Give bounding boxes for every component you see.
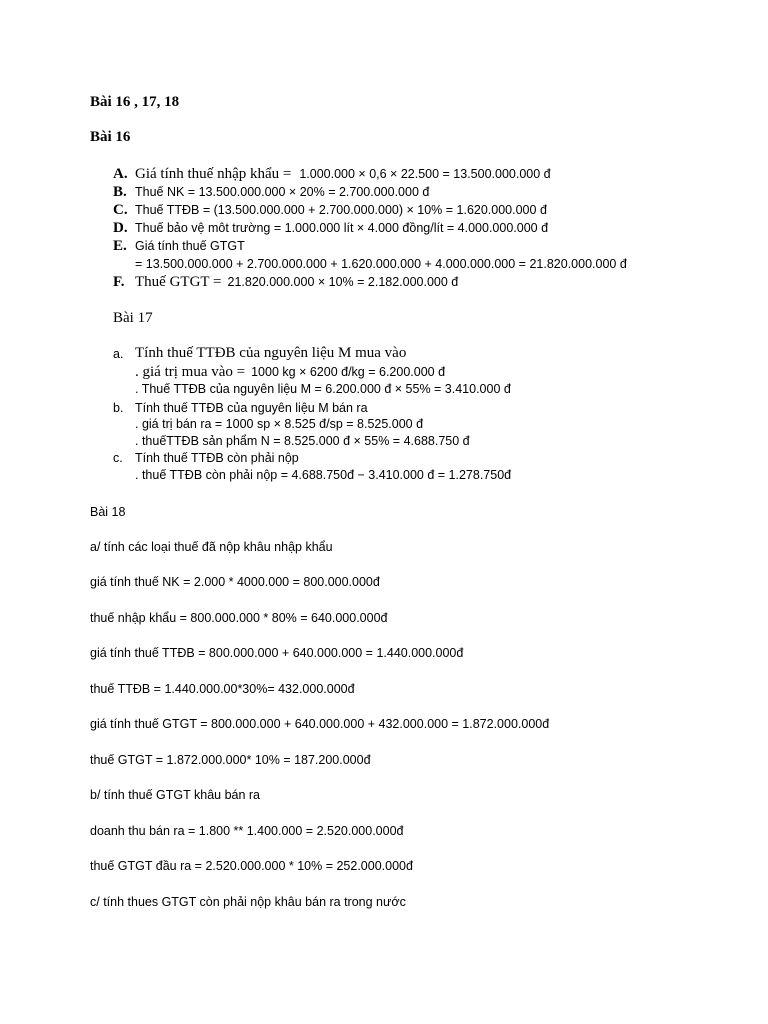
bai18-line: giá tính thuế NK = 2.000 * 4000.000 = 800.000.000đ <box>90 575 380 589</box>
bai17-item-a-title: Tính thuế TTĐB của nguyên liệu M mua vào <box>135 345 407 361</box>
item-lead: Giá tính thuế nhập khẩu = <box>135 166 292 182</box>
bai18-line: a/ tính các loại thuế đã nộp khâu nhập khẩu <box>90 540 333 554</box>
bai16-item-e <box>113 237 127 255</box>
bai18-line: b/ tính thuế GTGT khâu bán ra <box>90 788 261 802</box>
bai16-item-c-text: Thuế TTĐB = (13.500.000.000 + 2.700.000.000) × 10% = 1.620.000.000 đ <box>135 203 547 217</box>
bai18-line: giá tính thuế TTĐB = 800.000.000 + 640.000.000 = 1.440.000.000đ <box>90 646 464 660</box>
line-lead: . giá trị mua vào = <box>135 364 246 380</box>
bai18-line: thuế GTGT đầu ra = 2.520.000.000 * 10% = 252.000.000đ <box>90 859 413 873</box>
bai17-item-a-line1 <box>135 363 445 381</box>
bai18-line: thuế nhập khẩu = 800.000.000 * 80% = 640.000.000đ <box>90 611 388 625</box>
list-marker: B. <box>113 184 127 200</box>
bai18-line: c/ tính thues GTGT còn phải nộp khâu bán ra trong nước <box>90 895 406 909</box>
item-lead: Thuế GTGT = <box>135 274 222 290</box>
bai17-item-c-line1: . thuế TTĐB còn phải nộp = 4.688.750đ − 3.410.000 đ = 1.278.750đ <box>135 468 512 482</box>
list-marker: b. <box>113 401 124 415</box>
bai18-line: thuế TTĐB = 1.440.000.00*30%= 432.000.000đ <box>90 682 355 696</box>
list-marker: F. <box>113 274 125 290</box>
bai18-line: giá tính thuế GTGT = 800.000.000 + 640.000.000 + 432.000.000 = 1.872.000.000đ <box>90 717 550 731</box>
bai16-item-a-text <box>135 165 551 183</box>
bai16-item-e-text: Giá tính thuế GTGT <box>135 239 245 253</box>
bai18-line: doanh thu bán ra = 1.800 ** 1.400.000 = 2.520.000.000đ <box>90 824 404 838</box>
list-marker: a. <box>113 347 124 361</box>
bai18-heading: Bài 18 <box>90 505 126 519</box>
bai16-item-d <box>113 219 128 237</box>
bai16-item-b-text: Thuế NK = 13.500.000.000 × 20% = 2.700.000.000 đ <box>135 185 430 199</box>
bai16-item-c <box>113 201 128 219</box>
list-marker: c. <box>113 451 123 465</box>
list-marker: C. <box>113 202 128 218</box>
bai16-heading: Bài 16 <box>90 129 131 145</box>
bai17-item-b-line1: . giá trị bán ra = 1000 sp × 8.525 đ/sp = 8.525.000 đ <box>135 417 424 431</box>
list-marker: A. <box>113 166 128 182</box>
bai17-item-a-line2: . Thuế TTĐB của nguyên liệu M = 6.200.000 đ × 55% = 3.410.000 đ <box>135 382 511 396</box>
item-text: 21.820.000.000 × 10% = 2.182.000.000 đ <box>227 275 459 289</box>
bai16-item-e-text2: = 13.500.000.000 + 2.700.000.000 + 1.620.000.000 + 4.000.000.000 = 21.820.000.000 đ <box>135 257 627 271</box>
document-title: Bài 16 , 17, 18 <box>90 94 180 110</box>
bai16-item-d-text: Thuế bảo vệ môt trường = 1.000.000 lít × 4.000 đồng/lít = 4.000.000.000 đ <box>135 221 549 235</box>
bai16-item-f <box>113 273 125 291</box>
bai16-item-a <box>113 165 128 183</box>
item-text: 1.000.000 × 0,6 × 22.500 = 13.500.000.000 đ <box>299 167 551 181</box>
bai17-item-b-title: Tính thuế TTĐB của nguyên liệu M bán ra <box>135 401 368 415</box>
bai16-item-f-text <box>135 273 458 291</box>
bai17-heading: Bài 17 <box>113 310 153 326</box>
bai18-line: thuế GTGT = 1.872.000.000* 10% = 187.200.000đ <box>90 753 371 767</box>
bai16-item-b <box>113 183 127 201</box>
list-marker: D. <box>113 220 128 236</box>
list-marker: E. <box>113 238 127 254</box>
line-text: 1000 kg × 6200 đ/kg = 6.200.000 đ <box>251 365 446 379</box>
bai17-item-b-line2: . thuếTTĐB sản phẩm N = 8.525.000 đ × 55% = 4.688.750 đ <box>135 434 470 448</box>
bai17-item-c-title: Tính thuế TTĐB còn phải nộp <box>135 451 299 465</box>
